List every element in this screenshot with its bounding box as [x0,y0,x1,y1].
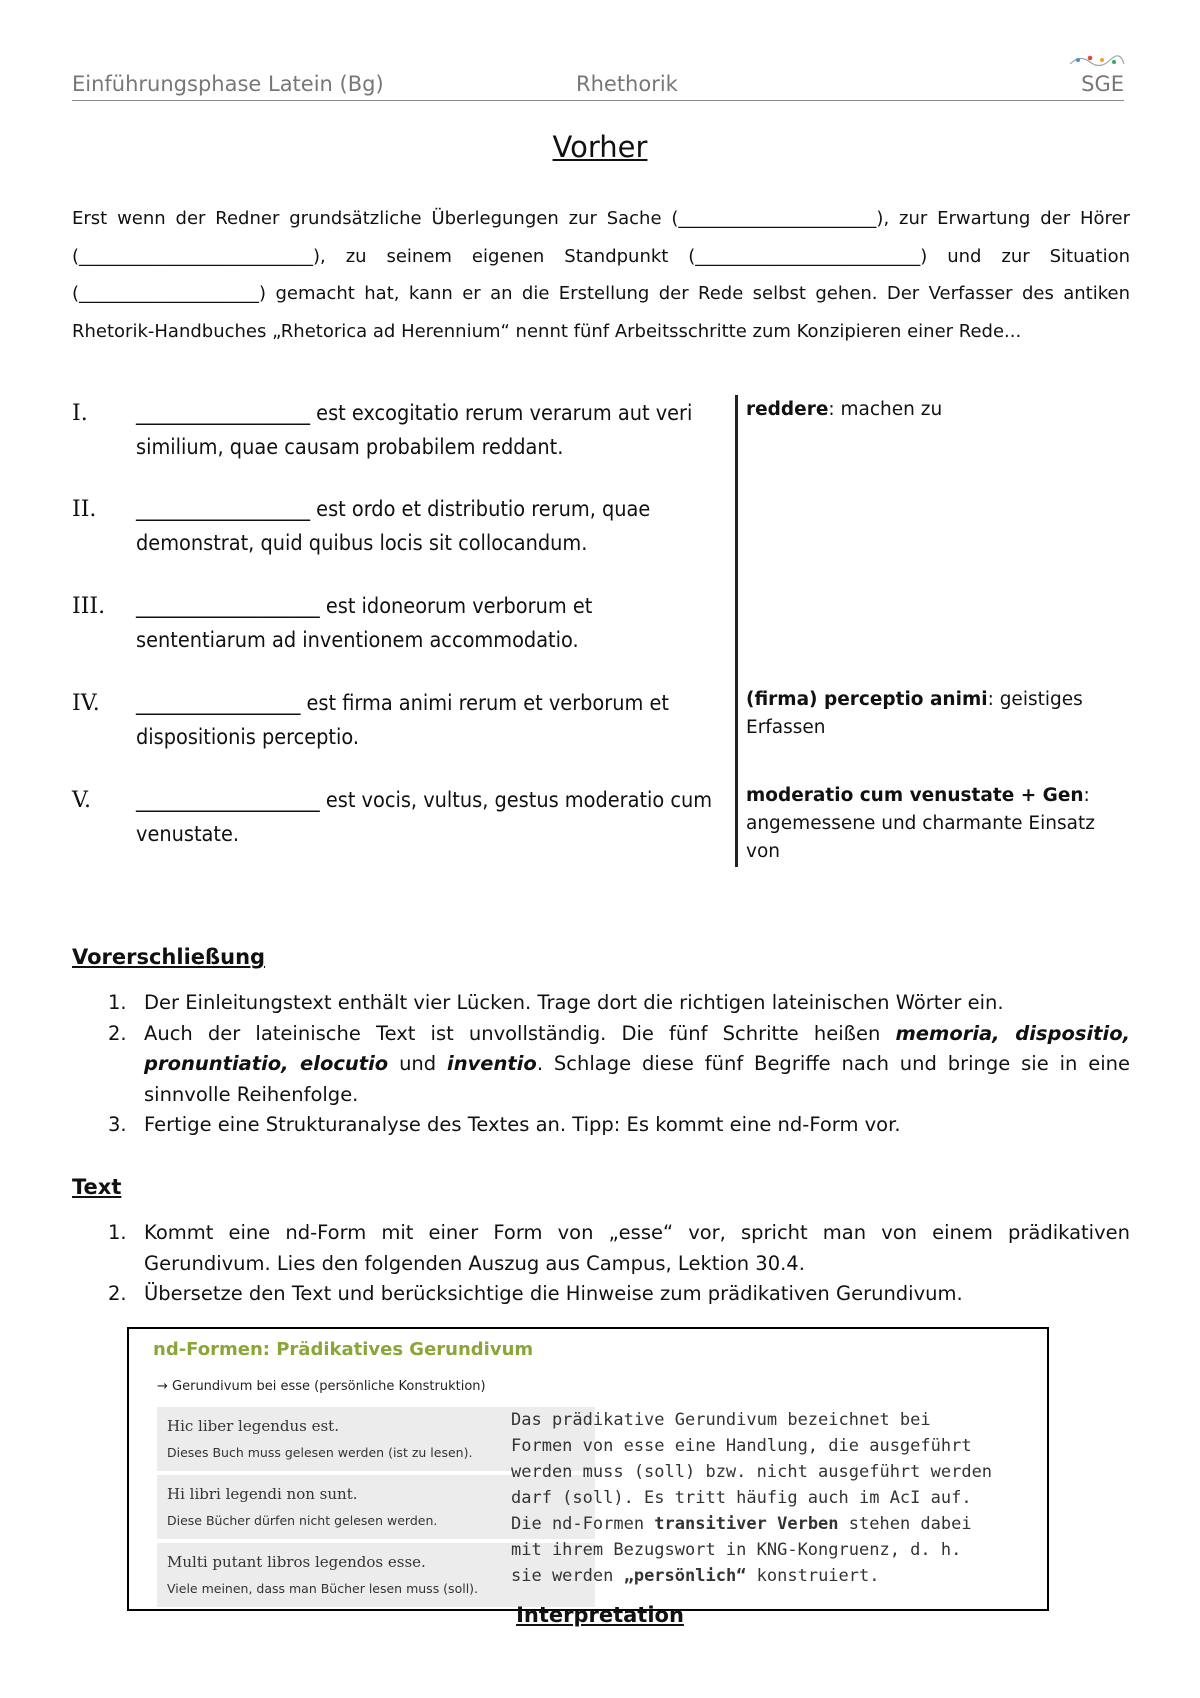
latin-item-number: I. [72,401,88,426]
example-latin: Hi libri legendi non sunt. [167,1485,358,1503]
list-item: 3. Fertige eine Strukturanalyse des Textes an. Tipp: Es kommt eine nd-Form vor. [108,1113,901,1136]
header-topic: Rhethorik [576,72,678,96]
latin-item-number: II. [72,497,97,522]
section-heading-interpretation: Interpretation [516,1603,684,1627]
vocab-term: reddere [746,399,829,420]
list-item: 1. Kommt eine nd-Form mit einer Form von „esse“ vor, spricht man von einem prädikativen Gerundivum. Lies den folgenden Auszug aus Campus, Lektion 30.4. [108,1221,1130,1275]
list-item-text: Fertige eine Strukturanalyse des Textes an. Tipp: Es kommt eine nd-Form vor. [144,1113,901,1136]
list-item: 2. Übersetze den Text und berücksichtige die Hinweise zum prädikativen Gerundivum. [108,1282,963,1305]
intro-text-3: ), zu seinem eigenen Standpunkt ( [313,245,696,267]
explanation-text: Die nd-Formen [511,1514,655,1534]
example-german: Dieses Buch muss gelesen werden (ist zu lesen). [167,1445,473,1460]
vocab-definition: : geistiges Erfassen [746,689,1083,738]
latin-term: inventio [447,1052,537,1075]
vocab-term: moderatio cum venustate + Gen [746,785,1084,806]
vocab-definition: : angemessene und charmante Einsatz von [746,785,1095,862]
intro-text-4: ) und zur Situation ( [72,245,1130,304]
latin-item-text: __________________ est ordo et distributio rerum, quae demonstrat, quid quibus locis sit collocandum. [136,497,651,556]
intro-blank-2: __________________________ [79,245,314,267]
grammar-info-box [127,1327,1049,1611]
header-school: SGE [1081,72,1124,96]
list-item: 1. Der Einleitungstext enthält vier Lücken. Trage dort die richtigen lateinischen Wörter ein. [108,991,1004,1014]
vocab-note [746,396,1106,424]
example-german: Diese Bücher dürfen nicht gelesen werden. [167,1513,438,1528]
intro-paragraph [72,200,1130,350]
latin-item-text: ___________________ est idoneorum verborum et sententiarum ad inventionem accommodatio. [136,594,593,653]
intro-text-2: ), zur Erwartung der Hörer ( [72,208,1130,267]
list-item-text: Übersetze den Text und berücksichtige die Hinweise zum prädikativen Gerundivum. [144,1282,963,1305]
task-list-text [72,1218,1130,1310]
explanation-text: stehen dabei mit ihrem Bezugswort in KNG-Kongruenz, d. h. sie werden [511,1514,972,1586]
vocab-divider [735,395,738,867]
list-item-text: Auch der lateinische Text ist unvollständig. Die fünf Schritte heißen [144,1021,896,1045]
section-heading-vorerschliessung: Vorerschließung [72,945,266,969]
grammar-explanation-part2 [511,1511,1001,1589]
example-latin: Hic liber legendus est. [167,1417,339,1435]
grammar-box-title: nd-Formen: Prädikatives Gerundivum [153,1339,534,1360]
latin-item-text: _________________ est firma animi rerum et verborum et dispositionis perceptio. [136,691,669,750]
intro-blank-4: ____________________ [79,283,260,304]
explanation-text: konstruiert. [746,1566,880,1586]
page-header [72,72,1124,101]
grammar-box-subtitle: → Gerundivum bei esse (persönliche Konstruktion) [157,1379,486,1394]
task-list-vorerschliessung [72,988,1130,1141]
latin-item-text: __________________ est excogitatio rerum verarum aut veri similium, quae causam probabilem reddant. [136,401,693,460]
header-course: Einführungsphase Latein (Bg) [72,72,384,96]
vocab-note [746,686,1106,742]
latin-item-number: V. [72,788,92,813]
latin-item-text: ___________________ est vocis, vultus, gestus moderatio cum venustate. [136,788,713,847]
list-item-text: Der Einleitungstext enthält vier Lücken. Trage dort die richtigen lateinischen Wörter ein. [144,991,1004,1014]
explanation-bold: transitiver Verben [654,1514,839,1534]
intro-text-5: ) gemacht hat, kann er an die Erstellung der Rede selbst gehen. Der Verfasser des antiken Rhetorik-Handbuches „Rhetorica ad Herennium“ nennt fünf Arbeitsschritte zum Konzipieren einer Rede... [72,283,1130,342]
vocab-note [746,782,1106,866]
vocab-definition: : machen zu [828,399,943,420]
section-heading-text: Text [72,1175,122,1199]
grammar-explanation-part1: Das prädikative Gerundivum bezeichnet bei Formen von esse eine Handlung, die ausgeführt werden muss (soll) bzw. nicht ausgeführt werden darf (soll). Es tritt häufig auch im AcI auf. [511,1410,993,1508]
list-item: 2. Auch der lateinische Text ist unvollständig. Die fünf Schritte heißen memoria, dispositio, pronuntiatio, elocutio und inventio. Schlage diese fünf Begriffe nach und bringe sie in eine sinnvolle Reihenfolge. [108,1021,1130,1106]
intro-blank-3: _________________________ [695,245,921,267]
latin-terms: memoria, dispositio, pronuntiatio, elocutio [144,1021,1130,1075]
list-item-text: und [388,1052,448,1075]
school-logo [1066,52,1126,68]
list-item-text: . Schlage diese fünf Begriffe nach und bringe sie in eine sinnvolle Reihenfolge. [144,1052,1130,1106]
example-latin: Multi putant libros legendos esse. [167,1553,426,1571]
latin-item-number: III. [72,594,106,619]
latin-item-number: IV. [72,691,100,716]
list-item-text: Kommt eine nd-Form mit einer Form von „esse“ vor, spricht man von einem prädikativen Gerundivum. Lies den folgenden Auszug aus Campus, Lektion 30.4. [144,1221,1130,1275]
page-title: Vorher [552,130,648,164]
example-german: Viele meinen, dass man Bücher lesen muss (soll). [167,1581,479,1596]
explanation-bold: „persönlich“ [623,1566,747,1586]
intro-text-1: Erst wenn der Redner grundsätzliche Überlegungen zur Sache ( [72,208,679,229]
grammar-explanation [511,1407,1001,1589]
intro-blank-1: ______________________ [678,208,877,229]
vocab-term: (firma) perceptio animi [746,689,988,710]
